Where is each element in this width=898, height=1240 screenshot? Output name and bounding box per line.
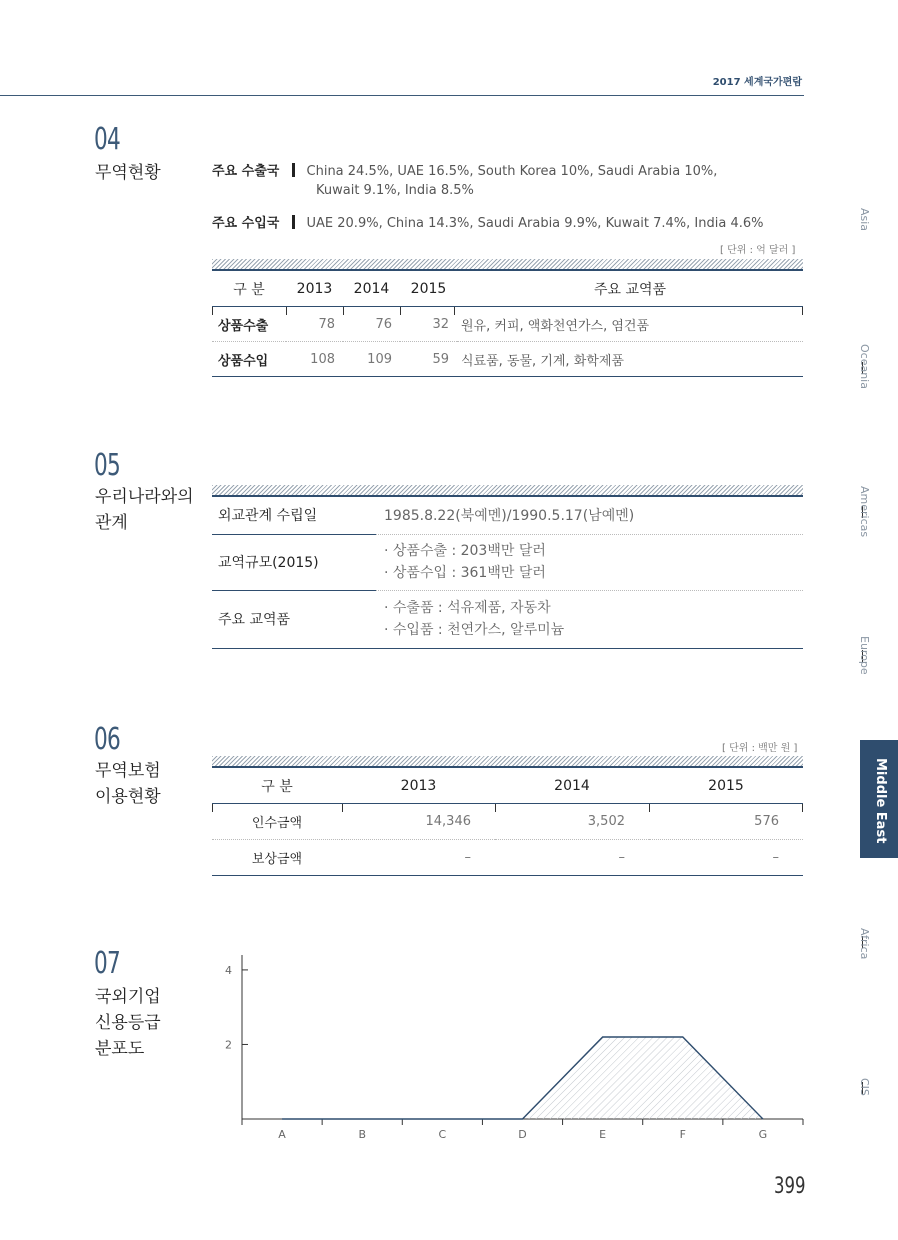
side-nav-item-americas[interactable]: Americas <box>858 486 871 538</box>
section-title-line: 분포도 <box>95 1039 145 1059</box>
section-title: 무역현황 <box>95 163 161 183</box>
x-tick-label: E <box>599 1128 607 1141</box>
section-title-line: 관계 <box>95 513 128 533</box>
col-header: 2015 <box>410 281 447 297</box>
row-label: 외교관계 수립일 <box>212 497 376 534</box>
row-value-line: · 상품수출 : 203백만 달러 <box>384 543 546 559</box>
cell-value: 76 <box>375 316 392 332</box>
area-fill <box>282 1037 763 1119</box>
row-label: 보상금액 <box>251 852 303 867</box>
cell-items: 식료품, 동물, 기계, 화학제품 <box>461 353 624 369</box>
y-tick-label: 4 <box>225 963 232 977</box>
row-value-line: · 수출품 : 석유제품, 자동차 <box>384 600 551 616</box>
x-tick-label: B <box>358 1128 366 1141</box>
row-label: 교역규모(2015) <box>212 534 376 590</box>
x-tick-label: C <box>438 1128 447 1141</box>
section-title-line: 국외기업 <box>95 987 161 1007</box>
side-nav-item-cis[interactable]: CIS <box>858 1078 871 1096</box>
col-header: 주요 교역품 <box>593 282 667 298</box>
row-value-line: · 상품수입 : 361백만 달러 <box>384 565 546 581</box>
page-number: 399 <box>774 1174 806 1199</box>
col-header: 2014 <box>353 281 390 297</box>
col-header: 구 분 <box>233 282 265 298</box>
row-label: 인수금액 <box>251 816 303 831</box>
row-value: 1985.8.22(북예멘)/1990.5.17(남예멘) <box>384 508 635 525</box>
export-text-cont: Kuwait 9.1%, India 8.5% <box>316 183 474 198</box>
section-number: 06 <box>94 722 121 757</box>
cell-value: 59 <box>432 351 449 367</box>
export-label: 주요 수출국 <box>212 164 280 179</box>
cell-value: – <box>772 850 779 865</box>
section-title-line: 신용등급 <box>95 1013 161 1033</box>
row-label: 상품수입 <box>218 353 269 369</box>
export-text: China 24.5%, UAE 16.5%, South Korea 10%, Saudi Arabia 10%, <box>306 164 718 179</box>
col-header: 구 분 <box>261 779 293 795</box>
cell-value: 576 <box>754 814 779 829</box>
row-label: 주요 교역품 <box>218 612 291 628</box>
cell-value: 32 <box>432 316 449 332</box>
col-header: 2013 <box>296 281 333 297</box>
cell-value: 108 <box>310 351 335 367</box>
side-nav-item-oceania[interactable]: Oceania <box>858 344 871 389</box>
cell-value: – <box>618 850 625 865</box>
import-text: UAE 20.9%, China 14.3%, Saudi Arabia 9.9%, Kuwait 7.4%, India 4.6% <box>306 216 764 231</box>
section-number: 05 <box>94 448 121 483</box>
cell-value: 78 <box>318 316 335 332</box>
side-nav-active-label: Middle East <box>873 758 888 844</box>
unit-note: [ 단위 : 백만 원 ] <box>722 743 798 754</box>
col-header: 2014 <box>554 778 590 794</box>
side-nav-item-asia[interactable]: Asia <box>858 208 871 232</box>
cell-value: 109 <box>367 351 392 367</box>
col-header: 2015 <box>708 778 744 794</box>
side-nav-item-africa[interactable]: Africa <box>858 928 871 960</box>
cell-value: 3,502 <box>587 814 625 829</box>
cell-value: – <box>464 850 471 865</box>
unit-note: [ 단위 : 억 달러 ] <box>720 245 796 256</box>
row-value-line: · 수입품 : 천연가스, 알루미늄 <box>384 622 565 638</box>
x-tick-label: G <box>758 1128 768 1141</box>
cell-value: 14,346 <box>425 814 471 829</box>
y-tick-label: 2 <box>225 1038 232 1052</box>
import-label: 주요 수입국 <box>212 216 280 231</box>
section-title-line: 이용현황 <box>95 787 161 807</box>
col-header: 2013 <box>400 778 437 794</box>
section-title-line: 무역보험 <box>95 761 161 781</box>
side-nav-item-europe[interactable]: Europe <box>858 636 871 675</box>
section-title-line: 우리나라와의 <box>95 487 194 507</box>
x-tick-label: F <box>679 1128 686 1141</box>
x-tick-label: D <box>518 1128 527 1141</box>
x-tick-label: A <box>278 1128 286 1141</box>
section-number: 04 <box>94 122 121 157</box>
section-number: 07 <box>94 946 121 981</box>
cell-items: 원유, 커피, 액화천연가스, 염건품 <box>461 318 650 334</box>
row-label: 상품수출 <box>218 318 269 334</box>
running-header: 2017 세계국가편람 <box>712 77 802 88</box>
